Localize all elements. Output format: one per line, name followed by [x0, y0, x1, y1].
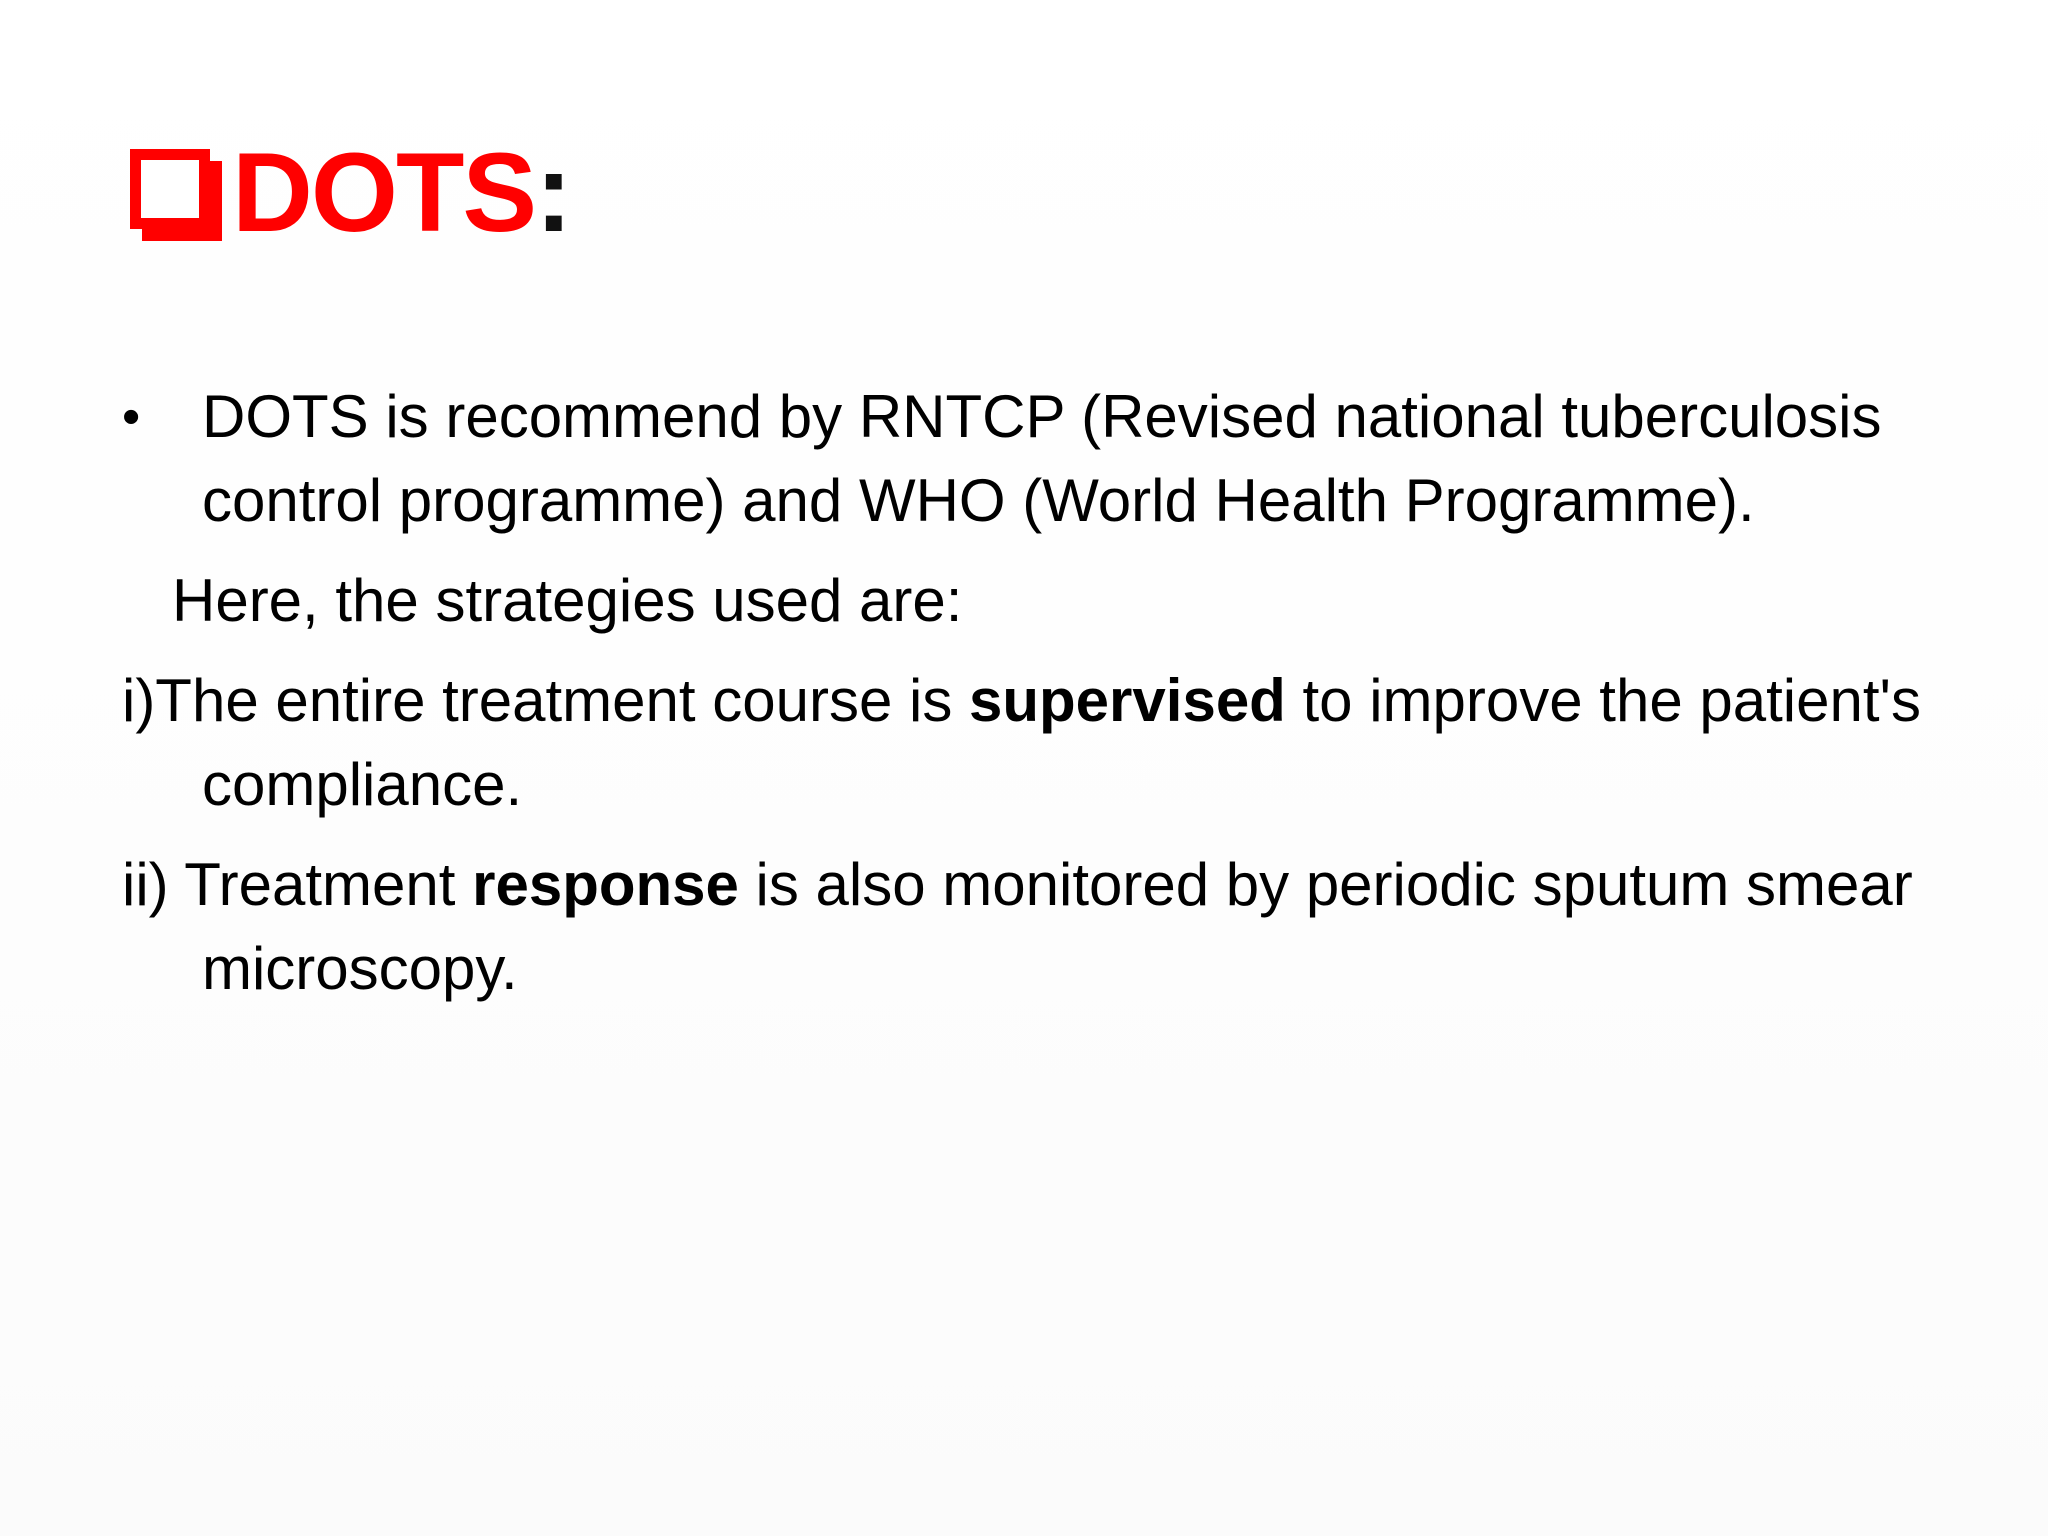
bullet-text: DOTS is recommend by RNTCP (Revised national tuberculosis control programme) and WHO (World Health Programme).	[202, 383, 1882, 534]
list-item-prefix: i)The entire treatment course is	[122, 667, 970, 734]
title-colon: :	[535, 130, 571, 255]
list-item	[122, 659, 1942, 827]
list-item-suffix: to improve the patient's compliance.	[202, 667, 1921, 818]
list-item-bold: supervised	[969, 667, 1286, 734]
list-item-suffix: is also monitored by periodic sputum smear microscopy.	[202, 851, 1913, 1002]
bullet-paragraph	[122, 375, 1942, 543]
intro-paragraph	[122, 559, 1942, 643]
list-item-bold: response	[472, 851, 739, 918]
title-text: DOTS	[232, 130, 536, 255]
list-item-prefix: ii) Treatment	[122, 851, 473, 918]
intro-text: Here, the strategies used are:	[172, 567, 963, 634]
list-item	[122, 843, 1942, 1011]
bullet-marker: •	[122, 388, 141, 446]
slide-body	[122, 375, 1942, 1027]
checkbox-square-icon	[130, 149, 222, 241]
slide-title	[130, 128, 570, 258]
